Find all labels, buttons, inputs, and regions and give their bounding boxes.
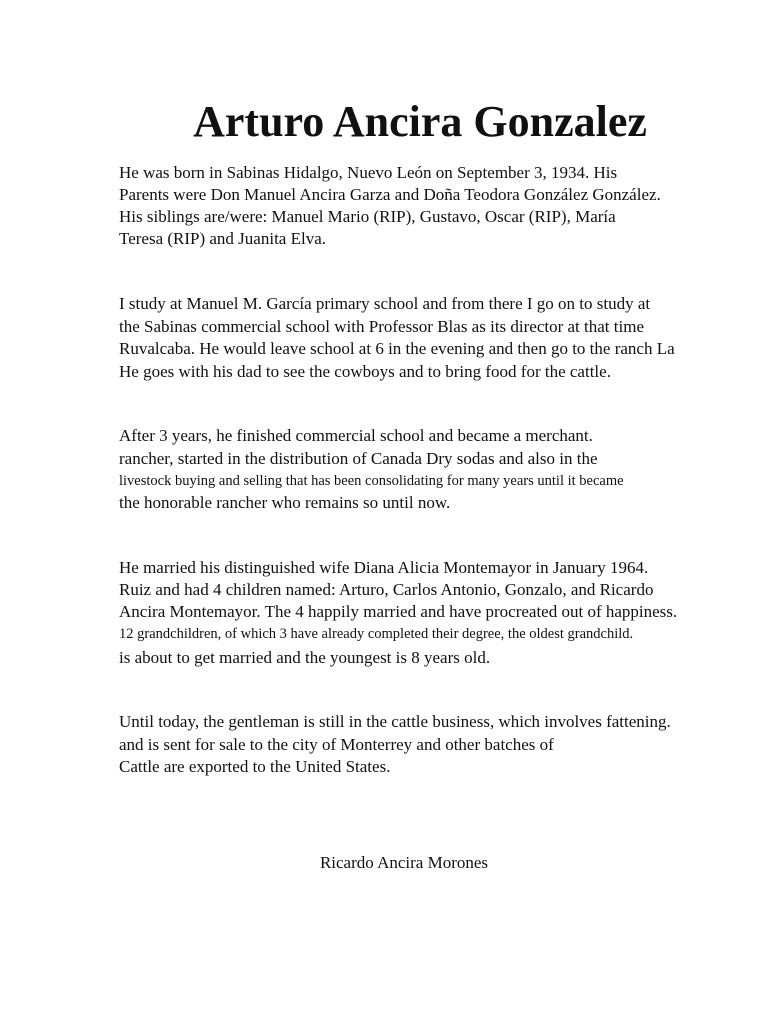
paragraph-2-line-1: I study at Manuel M. García primary school and from there I go on to study at [119, 294, 651, 313]
paragraph-5-line-2: and is sent for sale to the city of Monterrey and other batches of [119, 735, 554, 754]
paragraph-1-line-4: Teresa (RIP) and Juanita Elva. [119, 229, 326, 248]
paragraph-4-line-1: He married his distinguished wife Diana Alicia Montemayor in January 1964. [119, 558, 649, 577]
paragraph-2-line-4: He goes with his dad to see the cowboys and to bring food for the cattle. [119, 362, 611, 381]
document-title: Arturo Ancira Gonzalez [193, 97, 647, 146]
paragraph-2-line-2: the Sabinas commercial school with Professor Blas as its director at that time [119, 317, 644, 336]
paragraph-3-line-3: livestock buying and selling that has been consolidating for many years until it became [119, 473, 624, 489]
author-signature: Ricardo Ancira Morones [319, 853, 489, 872]
paragraph-4-line-4: 12 grandchildren, of which 3 have already completed their degree, the oldest grandchild. [119, 626, 634, 642]
paragraph-5-line-1: Until today, the gentleman is still in the cattle business, which involves fattening. [119, 712, 671, 731]
paragraph-4-line-3: Ancira Montemayor. The 4 happily married and have procreated out of happiness. [119, 602, 678, 621]
paragraph-4-line-5: is about to get married and the youngest is 8 years old. [119, 648, 491, 667]
paragraph-3-line-4: the honorable rancher who remains so until now. [119, 493, 451, 512]
paragraph-3-line-1: After 3 years, he finished commercial school and became a merchant. [119, 426, 593, 445]
paragraph-1-line-1: He was born in Sabinas Hidalgo, Nuevo León on September 3, 1934. His [119, 163, 618, 182]
paragraph-4-line-2: Ruiz and had 4 children named: Arturo, Carlos Antonio, Gonzalo, and Ricardo [119, 580, 654, 599]
paragraph-1-line-3: His siblings are/were: Manuel Mario (RIP), Gustavo, Oscar (RIP), María [119, 207, 616, 226]
paragraph-2-line-3: Ruvalcaba. He would leave school at 6 in the evening and then go to the ranch La [119, 339, 675, 358]
paragraph-3-line-2: rancher, started in the distribution of Canada Dry sodas and also in the [119, 449, 598, 468]
paragraph-5-line-3: Cattle are exported to the United States. [119, 757, 391, 776]
paragraph-1-line-2: Parents were Don Manuel Ancira Garza and Doña Teodora González González. [119, 185, 661, 204]
